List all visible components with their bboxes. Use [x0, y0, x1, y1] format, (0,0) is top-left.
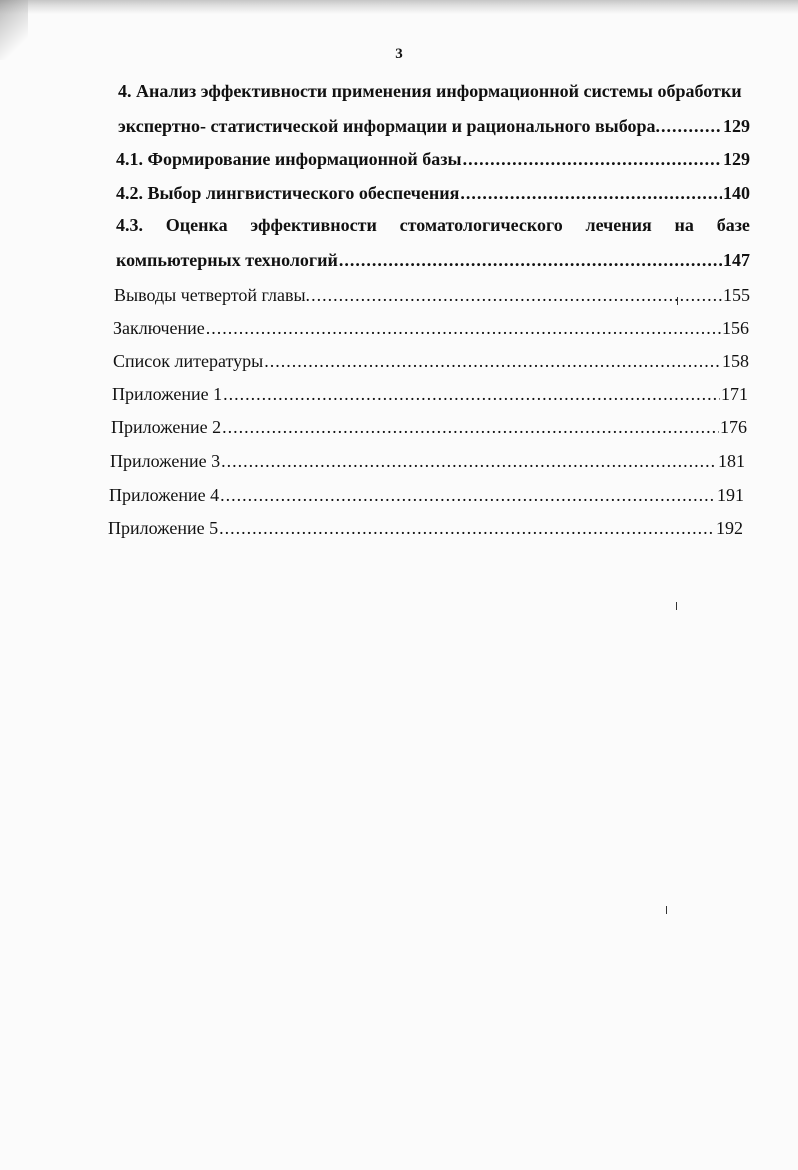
- toc-entry-4-text-cont: экспертно- статистической информации и рационального выбора.: [118, 116, 660, 136]
- dot-leader: [222, 416, 719, 438]
- toc-entry-4-3-line2[interactable]: [116, 249, 750, 271]
- dot-leader: [220, 484, 716, 506]
- toc-references[interactable]: [113, 350, 749, 372]
- toc-conclusion-page: 156: [722, 318, 749, 338]
- scan-mark: [676, 602, 677, 610]
- toc-word: базе: [716, 215, 750, 235]
- toc-appendix-3-page: 181: [718, 451, 745, 471]
- dot-leader: [223, 383, 720, 405]
- scan-mark: [677, 297, 678, 305]
- toc-conclusions-4-label: Выводы четвертой главы.: [114, 285, 311, 305]
- toc-entry-4-line1: [118, 80, 750, 102]
- toc-appendix-4-page: 191: [717, 485, 744, 505]
- toc-appendix-4-label: Приложение 4: [109, 485, 220, 505]
- toc-conclusions-4[interactable]: [114, 284, 750, 306]
- toc-appendix-2-label: Приложение 2: [111, 417, 222, 437]
- toc-appendix-5-page: 192: [716, 518, 743, 538]
- toc-word: лечения: [585, 215, 652, 235]
- toc-appendix-4[interactable]: [109, 484, 744, 506]
- toc-word: эффективности: [250, 215, 377, 235]
- toc-word: 4.3.: [116, 215, 143, 235]
- toc-entry-4-3-page: 147: [723, 250, 750, 270]
- toc-references-label: Список литературы: [113, 351, 264, 371]
- toc-appendix-1-page: 171: [721, 384, 748, 404]
- toc-conclusion-label: Заключение: [113, 318, 205, 338]
- toc-entry-4-text: 4. Анализ эффективности применения информационной системы обработки: [118, 81, 742, 101]
- toc-appendix-5-label: Приложение 5: [108, 518, 219, 538]
- toc-appendix-2-page: 176: [720, 417, 747, 437]
- toc-entry-4-3-line1: [116, 214, 750, 236]
- toc-entry-4-1[interactable]: [116, 148, 750, 170]
- toc-entry-4-3-label: компьютерных технологий: [116, 250, 338, 270]
- dot-leader: [311, 284, 722, 306]
- dot-leader: [219, 517, 715, 539]
- toc-entry-4-1-label: 4.1. Формирование информационной базы: [116, 149, 462, 169]
- toc-entry-4-1-page: 129: [723, 149, 750, 169]
- dot-leader: [206, 317, 721, 339]
- toc-conclusions-4-page: 155: [723, 285, 750, 305]
- dot-leader: [463, 148, 722, 170]
- page-number: 3: [395, 46, 403, 62]
- toc-word: Оценка: [165, 215, 228, 235]
- dot-leader: [221, 450, 717, 472]
- toc-entry-4-2[interactable]: [116, 182, 750, 204]
- dot-leader: [339, 249, 722, 271]
- toc-references-page: 158: [722, 351, 749, 371]
- toc-appendix-5[interactable]: [108, 517, 743, 539]
- toc-appendix-1-label: Приложение 1: [112, 384, 223, 404]
- toc-entry-4-2-page: 140: [723, 183, 750, 203]
- dot-leader: [460, 182, 722, 204]
- dot-leader: [264, 350, 721, 372]
- toc-entry-4-page: 129: [723, 116, 750, 136]
- toc-conclusion[interactable]: [113, 317, 749, 339]
- scan-mark: [666, 906, 667, 914]
- toc-appendix-3[interactable]: [110, 450, 745, 472]
- toc-appendix-1[interactable]: [112, 383, 748, 405]
- toc-appendix-2[interactable]: [111, 416, 747, 438]
- toc-word: на: [674, 215, 694, 235]
- toc-word: стоматологического: [399, 215, 563, 235]
- toc-entry-4-line2[interactable]: [118, 115, 750, 137]
- dot-leader: [661, 115, 722, 137]
- toc-entry-4-2-label: 4.2. Выбор лингвистического обеспечения: [116, 183, 460, 203]
- scan-shadow-top: [0, 0, 798, 14]
- toc-appendix-3-label: Приложение 3: [110, 451, 221, 471]
